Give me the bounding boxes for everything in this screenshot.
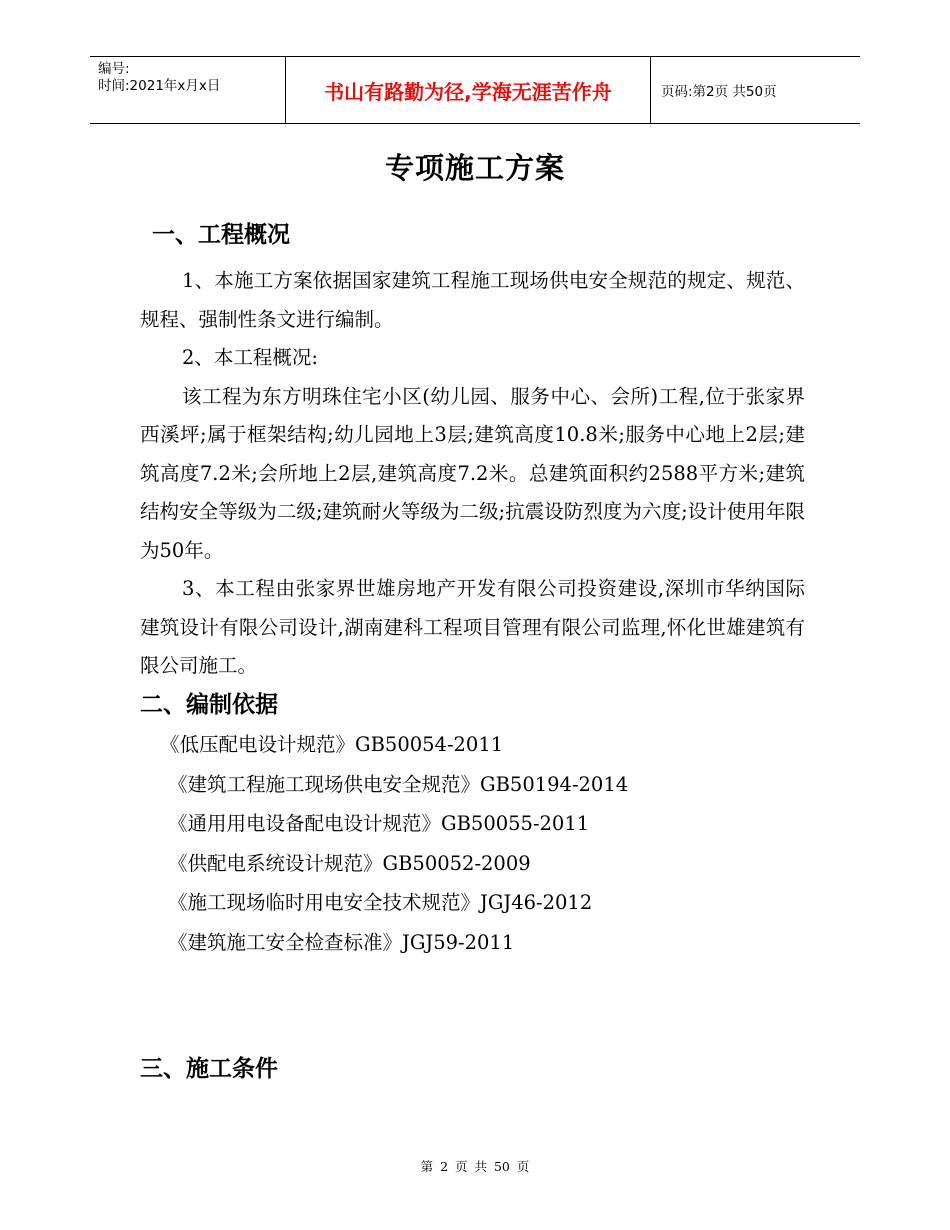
- page-footer: 第 2 页 共 50 页: [420, 1159, 530, 1174]
- reference-item: 《供配电系统设计规范》GB50052-2009: [168, 851, 531, 875]
- paragraph: 3、本工程由张家界世雄房地产开发有限公司投资建设,深圳市华纳国际建筑设计有限公司设计,湖南建科工程项目管理有限公司监理,怀化世雄建筑有限公司施工。: [140, 577, 805, 677]
- section-heading-conditions: 三、施工条件: [140, 1056, 278, 1082]
- page-header: [90, 56, 860, 124]
- overview-body: [140, 262, 805, 686]
- header-motto: 书山有路勤为径,学海无涯苦作舟: [286, 57, 651, 123]
- reference-item: 《建筑施工安全检查标准》JGJ59-2011: [168, 930, 515, 954]
- reference-item: 《通用用电设备配电设计规范》GB50055-2011: [168, 812, 590, 835]
- document-title: 专项施工方案: [384, 151, 565, 185]
- paragraph: 1、本施工方案依据国家建筑工程施工现场供电安全规范的规定、规范、规程、强制性条文进行编制。: [140, 269, 805, 331]
- paragraph: 该工程为东方明珠住宅小区(幼儿园、服务中心、会所)工程,位于张家界西溪坪;属于框架结构;幼儿园地上3层;建筑高度10.8米;服务中心地上2层;建筑高度7.2米;会所地上2层,建筑高度7.2米。总建筑面积约2588平方米;建筑结构安全等级为二级;建筑耐火等级为二级;抗震设防烈度为六度;设计使用年限为50年。: [140, 384, 805, 562]
- section-heading-basis: 二、编制依据: [140, 692, 278, 718]
- paragraph: 2、本工程概况:: [182, 346, 318, 369]
- section-heading-overview: 一、工程概况: [152, 222, 290, 248]
- reference-item: 《建筑工程施工现场供电安全规范》GB50194-2014: [168, 772, 629, 796]
- header-meta: [90, 57, 286, 123]
- reference-item: 《施工现场临时用电安全技术规范》JGJ46-2012: [168, 891, 593, 914]
- time-label: 时间:2021年x月x日: [98, 78, 221, 94]
- reference-item: 《低压配电设计规范》GB50054-2011: [160, 733, 504, 756]
- serial-label: 编号:: [98, 61, 130, 77]
- reference-list: [160, 725, 628, 962]
- header-page-info: 页码:第2页 共50页: [661, 84, 777, 100]
